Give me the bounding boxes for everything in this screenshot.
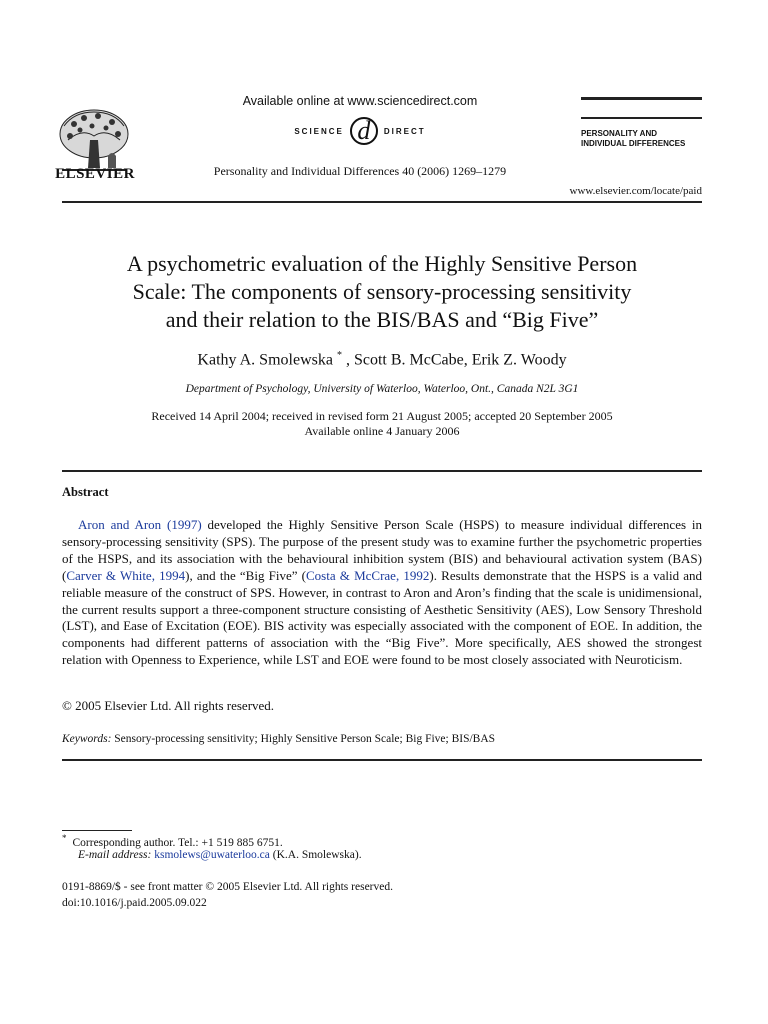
article-title-line2: Scale: The components of sensory-processing sensitivity <box>132 279 632 304</box>
journal-title-line1: PERSONALITY AND <box>581 129 658 138</box>
available-online-date: Available online 4 January 2006 <box>304 424 460 438</box>
sciencedirect-right-word: DIRECT <box>383 126 426 136</box>
author-smolewska: Kathy A. Smolewska <box>197 351 333 369</box>
abstract-heading: Abstract <box>62 485 109 499</box>
keywords <box>62 733 702 745</box>
author-list <box>62 350 702 369</box>
article-title-line1: A psychometric evaluation of the Highly Sensitive Person <box>126 251 638 276</box>
issn-line: 0191-8869/$ - see front matter © 2005 Elsevier Ltd. All rights reserved. <box>62 881 393 893</box>
sciencedirect-left-word: SCIENCE <box>294 126 344 136</box>
ref-aron-1997-link[interactable]: Aron and Aron (1997) <box>78 517 202 532</box>
keywords-list: Sensory-processing sensitivity; Highly Sensitive Person Scale; Big Five; BIS/BAS <box>114 733 496 745</box>
sciencedirect-logo <box>230 116 490 146</box>
corresponding-author-link[interactable]: * <box>336 350 342 361</box>
article-title-line3: and their relation to the BIS/BAS and “Big Five” <box>165 307 599 332</box>
journal-title-block <box>581 129 721 149</box>
sciencedirect-d-mark-icon: d <box>350 117 378 145</box>
keywords-label: Keywords: <box>62 733 112 745</box>
ref-carver-white-link[interactable]: Carver & White, 1994 <box>66 567 186 583</box>
abstract-copyright: © 2005 Elsevier Ltd. All rights reserved. <box>62 698 275 713</box>
received-dates: Received 14 April 2004; received in revised form 21 August 2005; accepted 20 September 2005 <box>151 409 613 423</box>
abstract-text-1: developed the Highly Sensitive Person Scale (HSPS) to measure individual differences in sensory-processing sensitivity (SPS). The purpose of the present study was to examine further the psychometric properties of the HSPS, and its association with the behavioural inhibition system (BIS) and behavioural activation system (BAS) ( <box>62 517 702 583</box>
email-suffix: (K.A. Smolewska). <box>269 849 362 861</box>
elsevier-wordmark: ELSEVIER <box>55 166 135 182</box>
abstract-top-rule <box>62 470 702 472</box>
header-rule-thick <box>581 97 702 100</box>
header-rule-thin <box>581 117 702 119</box>
footnote-mark: * <box>62 833 67 843</box>
abstract-bottom-rule <box>62 759 702 761</box>
header-divider <box>62 201 702 203</box>
journal-url-link[interactable]: www.elsevier.com/locate/paid <box>569 185 702 197</box>
affiliation: Department of Psychology, University of Waterloo, Waterloo, Ont., Canada N2L 3G1 <box>185 383 579 395</box>
journal-title-line2: INDIVIDUAL DIFFERENCES <box>581 139 686 148</box>
journal-citation: Personality and Individual Differences 40 (2006) 1269–1279 <box>213 164 507 178</box>
email-label: E-mail address: <box>78 849 152 861</box>
footnote-corresponding <box>62 833 283 849</box>
ref-costa-mccrae-link[interactable]: Costa & McCrae, 1992 <box>306 567 430 583</box>
footnote-email <box>78 849 362 861</box>
article-history <box>62 409 702 439</box>
email-link[interactable]: ksmolews@uwaterloo.ca <box>154 849 270 861</box>
abstract-text-2: ), and the “Big Five” ( <box>185 567 307 583</box>
available-online-text: Available online at www.sciencedirect.com <box>242 94 478 108</box>
abstract-body <box>62 517 702 669</box>
article-title <box>62 250 702 334</box>
doi-line[interactable]: doi:10.1016/j.paid.2005.09.022 <box>62 897 207 909</box>
abstract-text-3: ). Results demonstrate that the HSPS is a valid and reliable measure of the construct of SPS. However, in contrast to Aron and Aron’s finding that the scale is unidimensional, the current results support a three-component structure consisting of Aesthetic Sensitivity (AES), Low Sensory Threshold (LST), and Ease of Excitation (EOE). BIS activity was especially associated with the component of EOE. In addition, the components had different patterns of association with the “Big Five”. More specifically, AES showed the strongest relation with Openness to Experience, while LST and EOE were found to be most closely associated with Neuroticism. <box>62 567 703 668</box>
other-authors: , Scott B. McCabe, Erik Z. Woody <box>345 351 567 369</box>
footnote-rule <box>62 830 132 831</box>
footnote-corresponding-text: Corresponding author. Tel.: +1 519 885 6751. <box>72 836 283 849</box>
